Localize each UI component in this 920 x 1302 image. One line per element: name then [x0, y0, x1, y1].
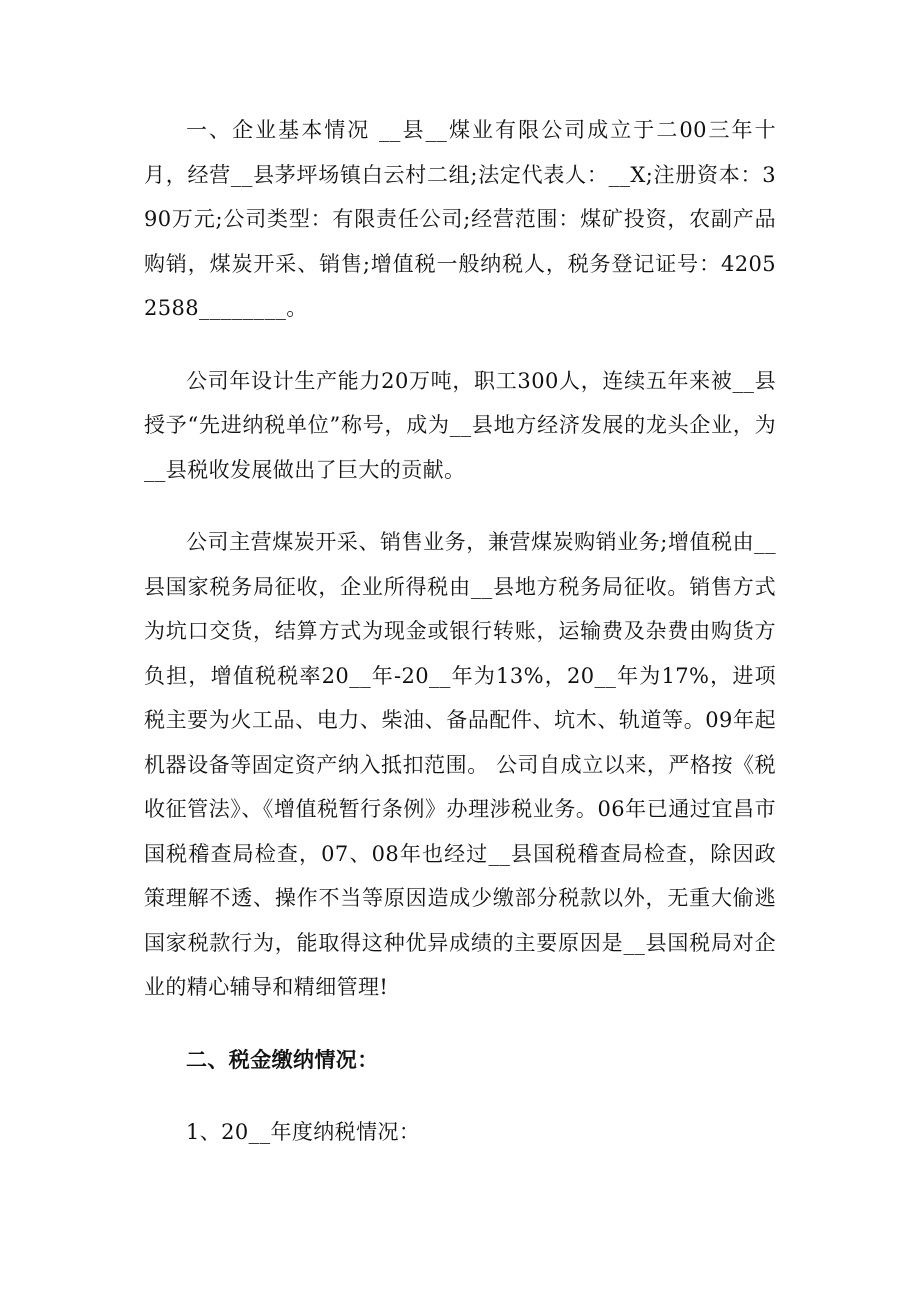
paragraph-company-basic-info: 一、企业基本情况 __县__煤业有限公司成立于二00三年十月，经营__县茅坪场镇白云村二组;法定代表人：__X;注册资本：390万元;公司类型：有限责任公司;经营范围：煤矿投资，农副产品购销，煤炭开采、销售;增值税一般纳税人，税务登记证号：42052588________。	[144, 118, 776, 320]
paragraph-production-capacity: 公司年设计生产能力20万吨，职工300人，连续五年来被__县授予“先进纳税单位”称号，成为__县地方经济发展的龙头企业，为__县税收发展做出了巨大的贡献。	[144, 368, 776, 482]
paragraph-tax-business: 公司主营煤炭开采、销售业务，兼营煤炭购销业务;增值税由__县国家税务局征收，企业所得税由__县地方税务局征收。销售方式为坑口交货，结算方式为现金或银行转账，运输费及杂费由购货方负担，增值税税率20__年-20__年为13%，20__年为17%，进项税主要为火工品、电力、柴油、备品配件、坑木、轨道等。09年起机器设备等固定资产纳入抵扣范围。 公司自成立以来，严格按《税收征管法》、《增值税暂行条例》办理涉税业务。06年已通过宜昌市国税稽查局检查，07、08年也经过__县国税稽查局检查，除因政策理解不透、操作不当等原因造成少缴部分税款以外，无重大偷逃国家税款行为，能取得这种优异成绩的主要原因是__县国税局对企业的精心辅导和精细管理!	[144, 530, 776, 999]
section-heading-tax-payment: 二、税金缴纳情况：	[186, 1047, 379, 1072]
document-body	[144, 108, 776, 1155]
subheading-annual-tax: 1、20__年度纳税情况：	[186, 1120, 421, 1144]
